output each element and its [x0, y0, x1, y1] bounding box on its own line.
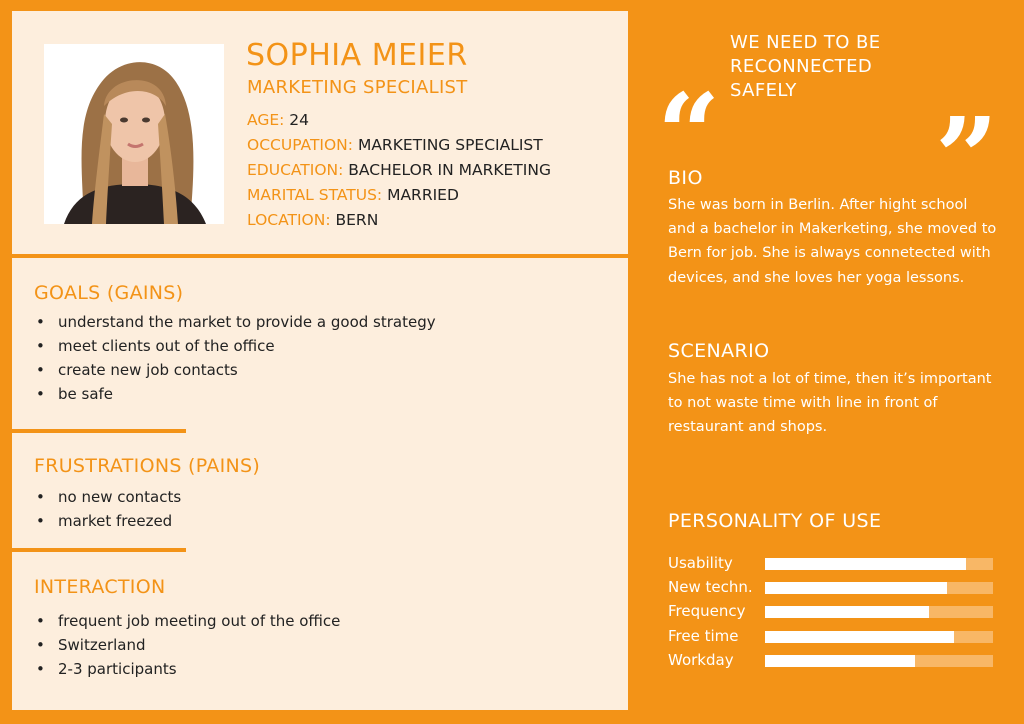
interaction-list — [36, 611, 340, 683]
fact-label: MARITAL STATUS: — [247, 186, 383, 204]
bar-track — [765, 558, 993, 570]
fact-value: MARKETING SPECIALIST — [357, 136, 543, 154]
fact-location — [247, 210, 551, 235]
bar-fill — [765, 558, 966, 570]
header-divider — [12, 254, 628, 258]
fact-label: EDUCATION: — [247, 161, 344, 179]
bar-track — [765, 631, 993, 643]
bar-row — [668, 601, 994, 625]
bio-title: BIO — [668, 167, 703, 189]
list-item: • understand the market to provide a good strategy — [36, 312, 436, 336]
quote-text — [730, 31, 881, 103]
quote-line: RECONNECTED — [730, 56, 873, 77]
portrait-illustration — [44, 44, 224, 224]
bar-row — [668, 577, 994, 601]
interaction-title: INTERACTION — [34, 576, 166, 598]
fact-label: AGE: — [247, 111, 285, 129]
bar-track — [765, 582, 993, 594]
bar-fill — [765, 606, 929, 618]
bar-track — [765, 606, 993, 618]
bar-row — [668, 650, 994, 674]
bar-label: Workday — [668, 650, 734, 669]
persona-role: MARKETING SPECIALIST — [247, 77, 468, 98]
frustrations-list — [36, 487, 181, 535]
goals-list — [36, 312, 436, 408]
fact-value: BACHELOR IN MARKETING — [348, 161, 551, 179]
fact-label: LOCATION: — [247, 211, 331, 229]
persona-facts — [247, 110, 551, 235]
bar-fill — [765, 631, 954, 643]
bar-row — [668, 553, 994, 577]
bio-text: She was born in Berlin. After hight school and a bachelor in Makerketing, she moved to Bern for job. She is always connetected with devices, and she loves her yoga lessons. — [668, 197, 997, 286]
personality-title: PERSONALITY OF USE — [668, 510, 882, 532]
list-item: • no new contacts — [36, 487, 181, 511]
list-item: • frequent job meeting out of the office — [36, 611, 340, 635]
close-quote-icon: ” — [935, 93, 999, 222]
fact-marital-status — [247, 185, 551, 210]
bar-row — [668, 626, 994, 650]
fact-value: MARRIED — [387, 186, 459, 204]
bar-label: Usability — [668, 554, 733, 572]
bar-fill — [765, 582, 947, 594]
persona-photo — [44, 44, 224, 224]
fact-value: BERN — [335, 211, 379, 229]
list-item: • Switzerland — [36, 635, 340, 659]
list-item: • market freezed — [36, 511, 181, 535]
frustrations-title: FRUSTRATIONS (PAINS) — [34, 455, 261, 477]
list-item: • create new job contacts — [36, 360, 436, 384]
scenario-text: She has not a lot of time, then it’s important to not waste time with line in front of restaurant and shops. — [668, 371, 992, 436]
list-item: • be safe — [36, 384, 436, 408]
fact-education — [247, 160, 551, 185]
scenario-title: SCENARIO — [668, 340, 770, 362]
goals-divider — [12, 429, 186, 433]
goals-title: GOALS (GAINS) — [34, 282, 184, 304]
personality-bars — [668, 553, 994, 674]
bar-fill — [765, 655, 915, 667]
open-quote-icon: ” — [656, 16, 720, 145]
fact-occupation — [247, 135, 551, 160]
bar-label: New techn. — [668, 578, 753, 597]
fact-value: 24 — [289, 111, 310, 129]
persona-name: SOPHIA MEIER — [246, 38, 468, 73]
list-item: • 2-3 participants — [36, 659, 340, 683]
quote-line: WE NEED TO BE — [730, 32, 881, 53]
quote-line: SAFELY — [730, 80, 797, 101]
bar-label: Frequency — [668, 602, 746, 621]
fact-label: OCCUPATION: — [247, 136, 354, 154]
frustrations-divider — [12, 548, 186, 552]
list-item: • meet clients out of the office — [36, 336, 436, 360]
fact-age — [247, 110, 551, 135]
bar-track — [765, 655, 993, 667]
bar-label: Free time — [668, 626, 739, 645]
